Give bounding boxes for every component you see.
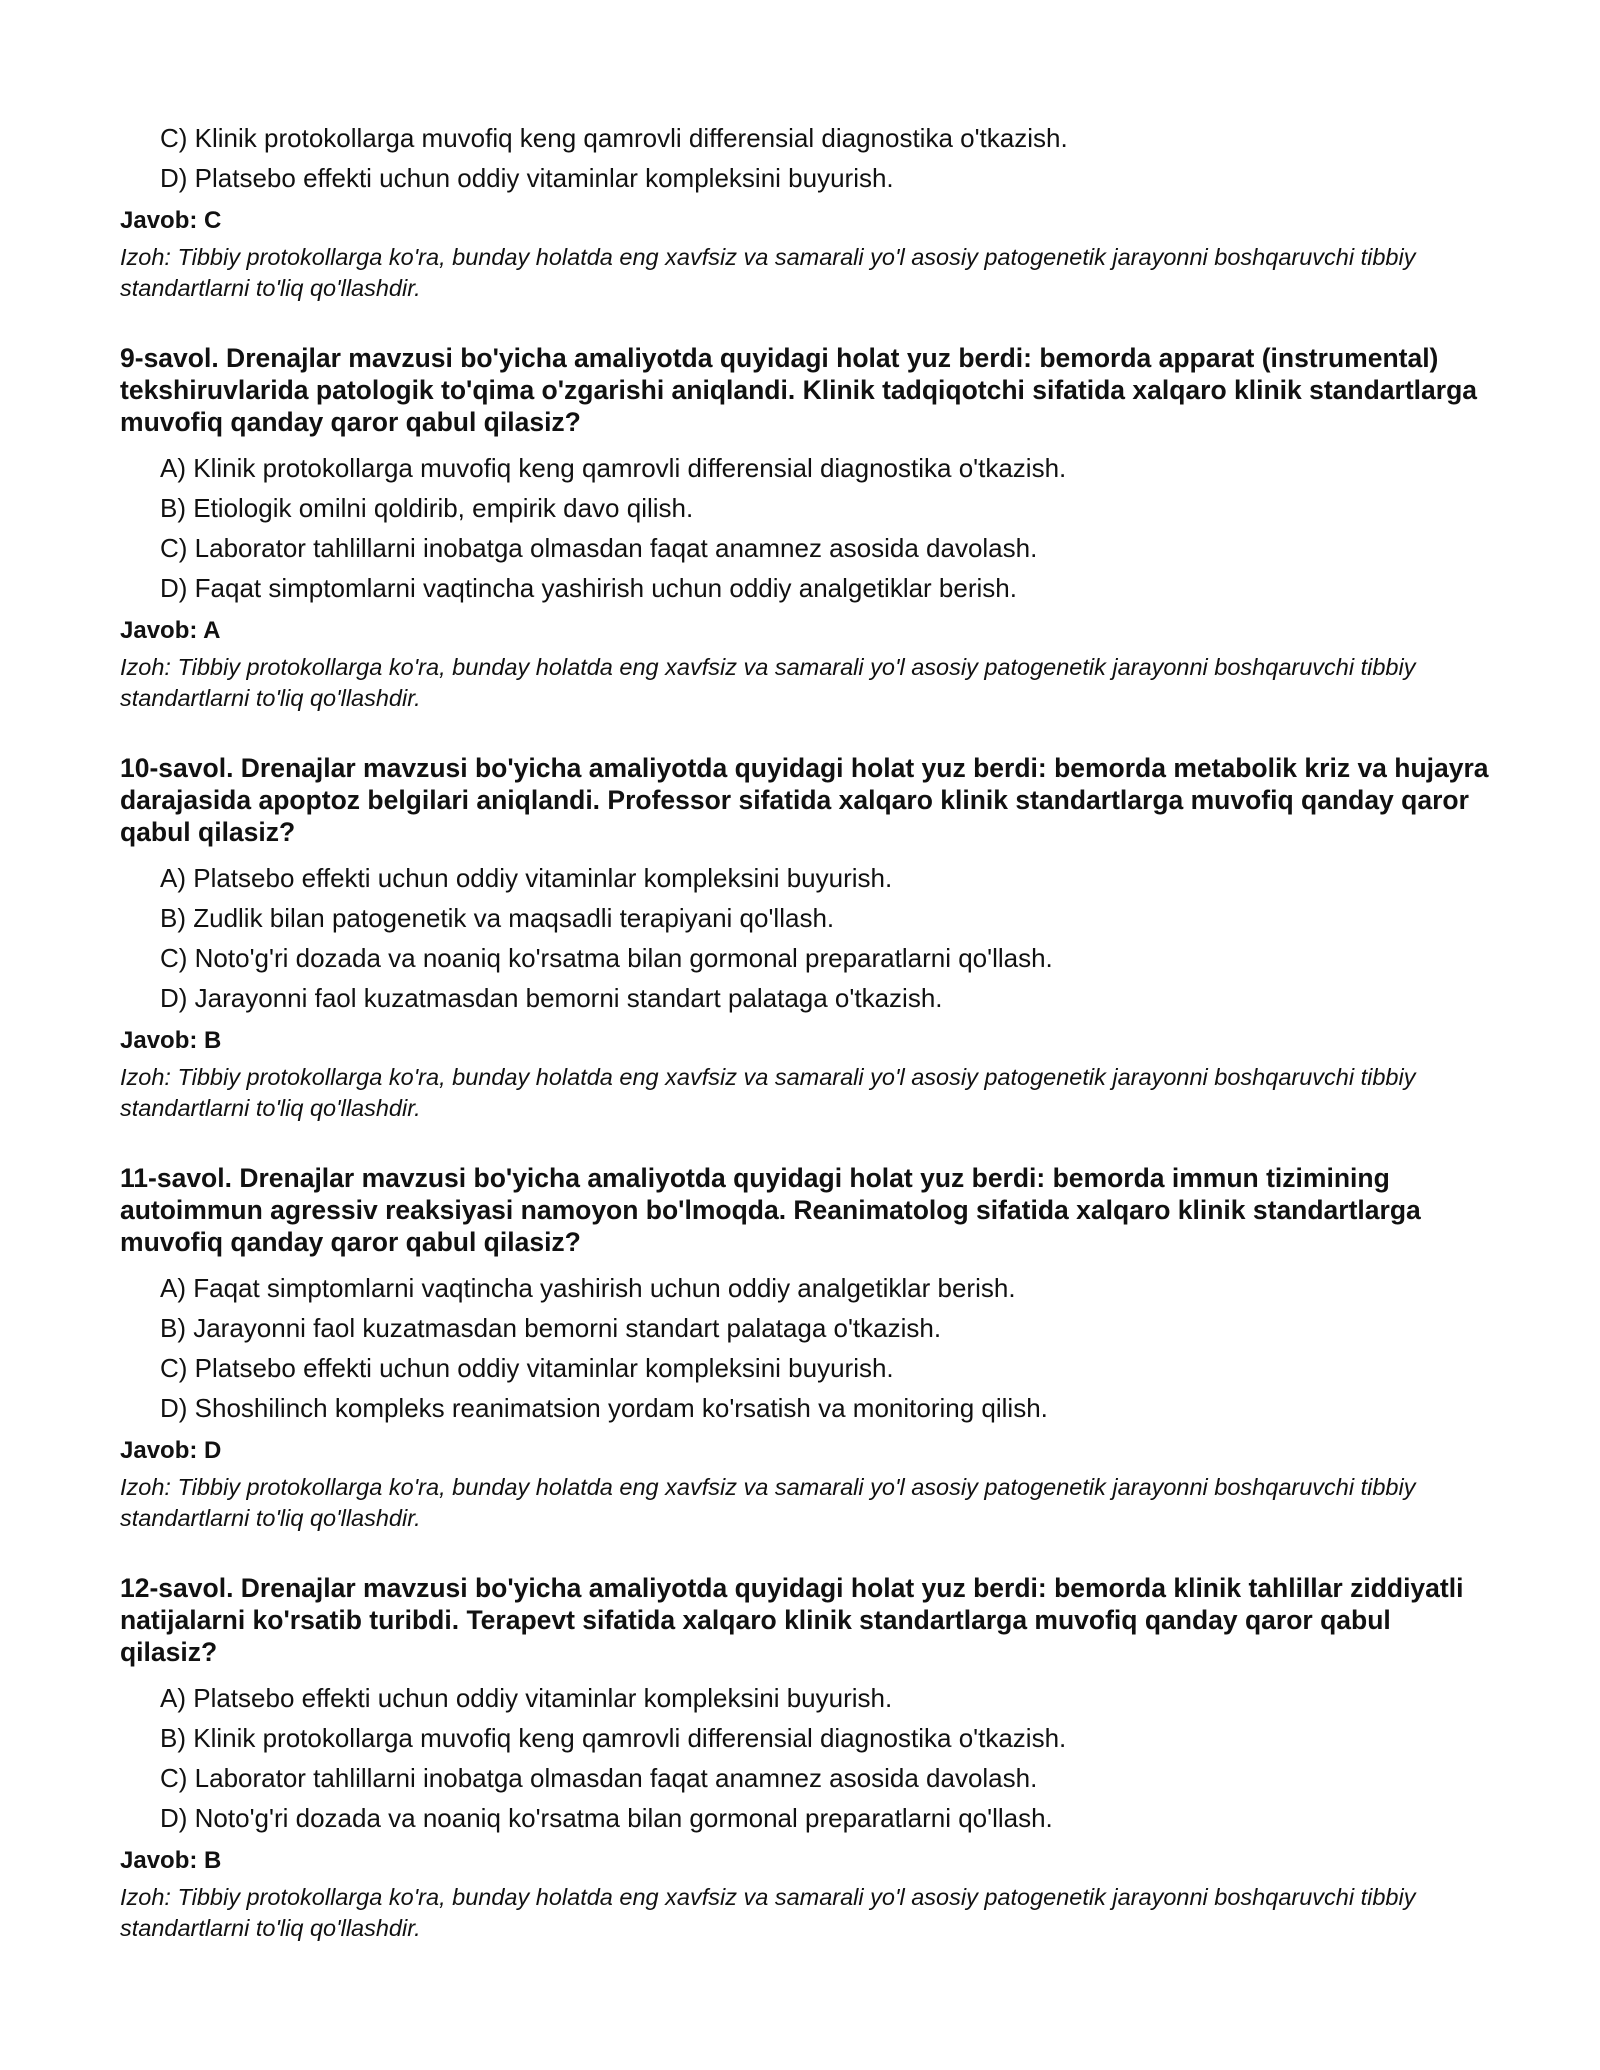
option-a: A) Klinik protokollarga muvofiq keng qamrovli differensial diagnostika o'tkazish. xyxy=(160,453,1067,483)
explanation-text: Izoh: Tibbiy protokollarga ko'ra, bunday holatda eng xavfsiz va samarali yo'l asosiy patogenetik jarayonni boshqaruvchi tibbiy standartlarni to'liq qo'llashdir. xyxy=(120,1064,1416,1121)
question-title: 12-savol. Drenajlar mavzusi bo'yicha amaliyotda quyidagi holat yuz berdi: bemorda klinik tahlillar ziddiyatli natijalarni ko'rsatib turibdi. Terapevt sifatida xalqaro klinik standartlarga muvofiq qanday qaror qabul qilasiz? xyxy=(120,1573,1464,1667)
option-c: C) Platsebo effekti uchun oddiy vitaminlar kompleksini buyurish. xyxy=(160,1353,894,1383)
answer-label: Javob: C xyxy=(120,207,222,234)
option-d: D) Noto'g'ri dozada va noaniq ko'rsatma bilan gormonal preparatlarni qo'llash. xyxy=(160,1803,1053,1833)
explanation-text: Izoh: Tibbiy protokollarga ko'ra, bunday holatda eng xavfsiz va samarali yo'l asosiy patogenetik jarayonni boshqaruvchi tibbiy standartlarni to'liq qo'llashdir. xyxy=(120,1884,1416,1941)
explanation-text: Izoh: Tibbiy protokollarga ko'ra, bunday holatda eng xavfsiz va samarali yo'l asosiy patogenetik jarayonni boshqaruvchi tibbiy standartlarni to'liq qo'llashdir. xyxy=(120,244,1416,301)
option-d: D) Jarayonni faol kuzatmasdan bemorni standart palataga o'tkazish. xyxy=(160,983,943,1013)
question-block-partial xyxy=(120,118,1490,304)
option-c: C) Laborator tahlillarni inobatga olmasdan faqat anamnez asosida davolash. xyxy=(160,533,1038,563)
question-title: 9-savol. Drenajlar mavzusi bo'yicha amaliyotda quyidagi holat yuz berdi: bemorda apparat (instrumental) tekshiruvlarida patologik to'qima o'zgarishi aniqlandi. Klinik tadqiqotchi sifatida xalqaro klinik standartlarga muvofiq qanday qaror qabul qilasiz? xyxy=(120,343,1478,437)
option-d: D) Platsebo effekti uchun oddiy vitaminlar kompleksini buyurish. xyxy=(160,163,894,193)
option-a: A) Platsebo effekti uchun oddiy vitaminlar kompleksini buyurish. xyxy=(160,1683,893,1713)
option-list xyxy=(120,1268,1490,1428)
question-block-9 xyxy=(120,342,1490,714)
answer-label: Javob: B xyxy=(120,1027,222,1054)
question-block-12 xyxy=(120,1572,1490,1944)
option-list xyxy=(120,858,1490,1018)
option-c: C) Laborator tahlillarni inobatga olmasdan faqat anamnez asosida davolash. xyxy=(160,1763,1038,1793)
option-list xyxy=(120,448,1490,608)
option-d: D) Faqat simptomlarni vaqtincha yashirish uchun oddiy analgetiklar berish. xyxy=(160,573,1017,603)
question-block-11 xyxy=(120,1162,1490,1534)
document-page xyxy=(120,118,1490,1944)
option-list xyxy=(120,1678,1490,1838)
option-a: A) Platsebo effekti uchun oddiy vitaminlar kompleksini buyurish. xyxy=(160,863,893,893)
option-d: D) Shoshilinch kompleks reanimatsion yordam ko'rsatish va monitoring qilish. xyxy=(160,1393,1048,1423)
option-b: B) Zudlik bilan patogenetik va maqsadli terapiyani qo'llash. xyxy=(160,903,835,933)
answer-label: Javob: D xyxy=(120,1437,222,1464)
explanation-text: Izoh: Tibbiy protokollarga ko'ra, bunday holatda eng xavfsiz va samarali yo'l asosiy patogenetik jarayonni boshqaruvchi tibbiy standartlarni to'liq qo'llashdir. xyxy=(120,1474,1416,1531)
option-c: C) Klinik protokollarga muvofiq keng qamrovli differensial diagnostika o'tkazish. xyxy=(160,123,1068,153)
question-title: 11-savol. Drenajlar mavzusi bo'yicha amaliyotda quyidagi holat yuz berdi: bemorda immun tizimining autoimmun agressiv reaksiyasi namoyon bo'lmoqda. Reanimatolog sifatida xalqaro klinik standartlarga muvofiq qanday qaror qabul qilasiz? xyxy=(120,1163,1421,1257)
option-c: C) Noto'g'ri dozada va noaniq ko'rsatma bilan gormonal preparatlarni qo'llash. xyxy=(160,943,1053,973)
question-block-10 xyxy=(120,752,1490,1124)
option-b: B) Klinik protokollarga muvofiq keng qamrovli differensial diagnostika o'tkazish. xyxy=(160,1723,1067,1753)
explanation-text: Izoh: Tibbiy protokollarga ko'ra, bunday holatda eng xavfsiz va samarali yo'l asosiy patogenetik jarayonni boshqaruvchi tibbiy standartlarni to'liq qo'llashdir. xyxy=(120,654,1416,711)
option-a: A) Faqat simptomlarni vaqtincha yashirish uchun oddiy analgetiklar berish. xyxy=(160,1273,1016,1303)
answer-label: Javob: B xyxy=(120,1847,222,1874)
option-b: B) Etiologik omilni qoldirib, empirik davo qilish. xyxy=(160,493,694,523)
question-title: 10-savol. Drenajlar mavzusi bo'yicha amaliyotda quyidagi holat yuz berdi: bemorda metabolik kriz va hujayra darajasida apoptoz belgilari aniqlandi. Professor sifatida xalqaro klinik standartlarga muvofiq qanday qaror qabul qilasiz? xyxy=(120,753,1489,847)
option-b: B) Jarayonni faol kuzatmasdan bemorni standart palataga o'tkazish. xyxy=(160,1313,942,1343)
answer-label: Javob: A xyxy=(120,617,221,644)
option-list xyxy=(120,118,1490,198)
